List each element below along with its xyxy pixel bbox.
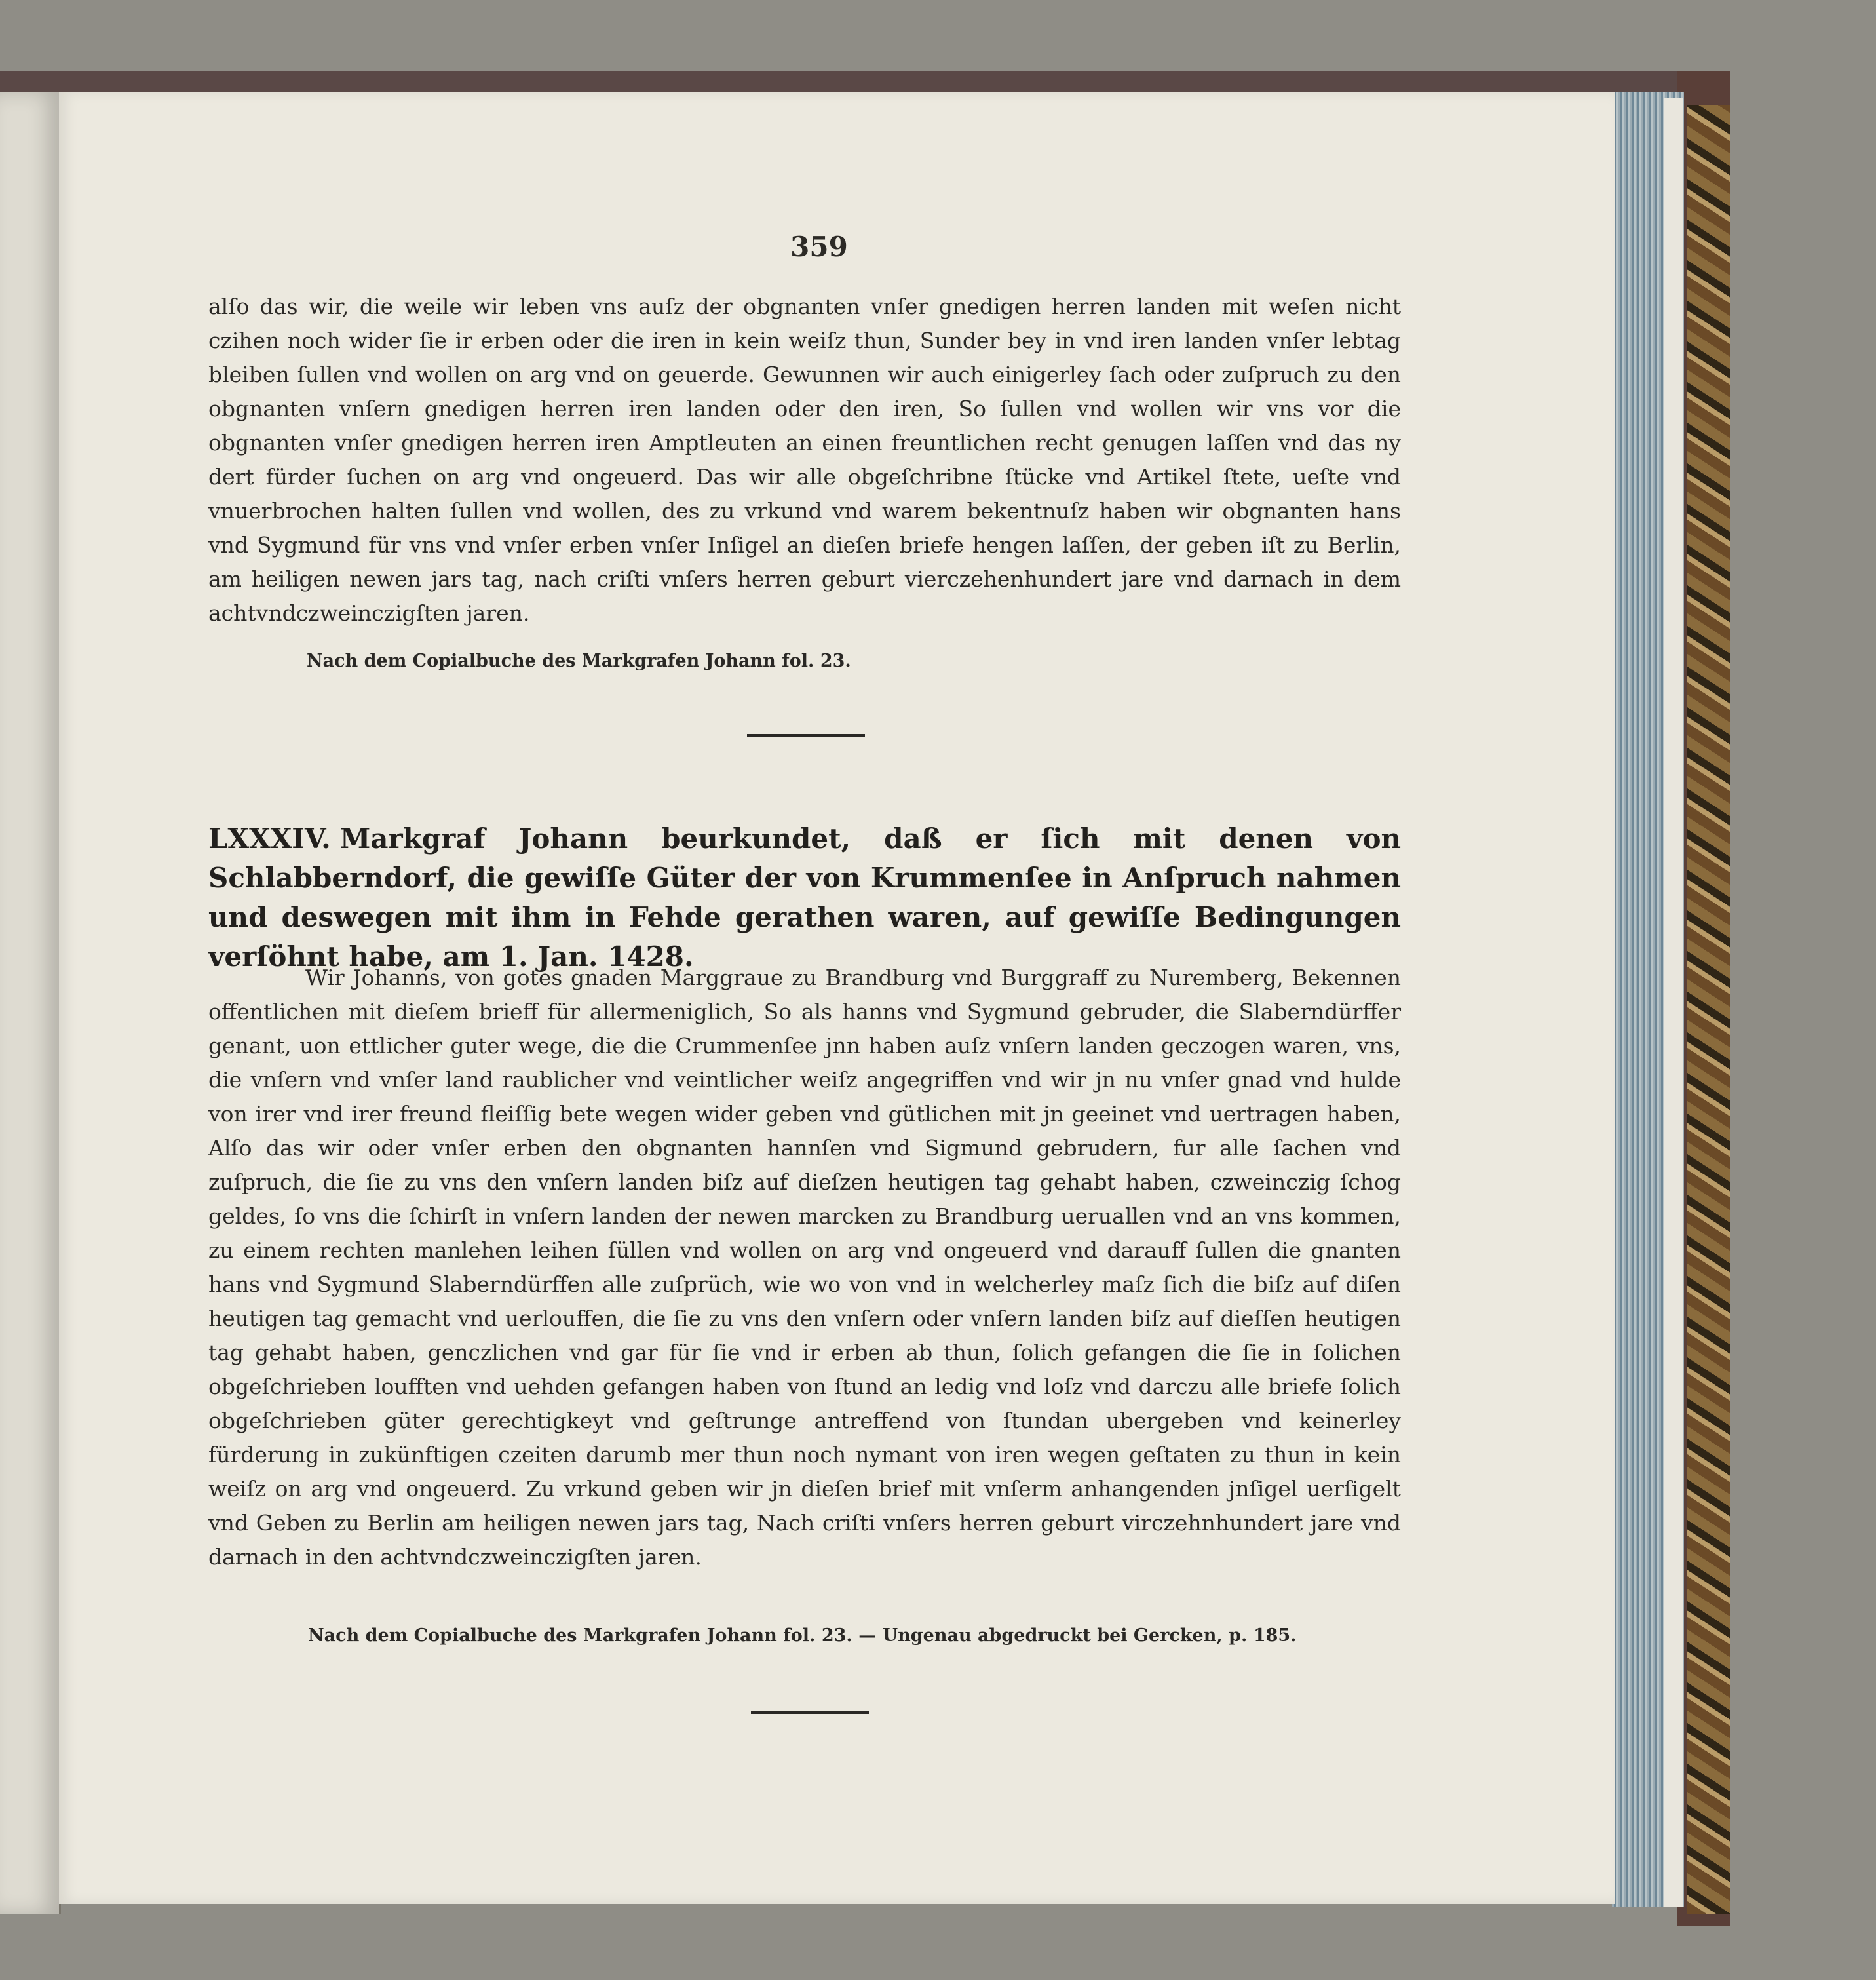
body-paragraph-2: Wir Johanns, von gotes gnaden Marggraue zu Brandburg vnd Burggraff zu Nuremberg, Bekennen offentlichen mit dieſem brieff für allermeniglich, So als hanns vnd Sygmund gebruder, die Slaberndürffer genant, uon ettlicher guter wege, die die Crummenſee jnn haben auſz vnſern landen geczogen waren, vns, die vnſern vnd vnſer land raublicher vnd veintlicher weiſz angegriffen vnd wir jn nu vnſer gnad vnd hulde von irer vnd irer freund fleiſſig bete wegen wider geben vnd gütlichen mit jn geeinet vnd uertragen haben, Alſo das wir oder vnſer erben den obgnanten hannſen vnd Sigmund gebrudern, fur alle ſachen vnd zuſpruch, die ſie zu vns den vnſern landen biſz auf dieſzen heutigen tag gehabt haben, czweinczig ſchog geldes, ſo vns die ſchirſt in vnſern landen der newen marcken zu Brandburg ueruallen vnd an vns kommen, zu einem rechten manlehen leihen ſüllen vnd wollen on arg vnd ongeuerd vnd darauff ſullen die gnanten hans vnd Sygmund Slaberndürffen alle zuſprüch, wie wo von vnd in welcherley maſz ſich die biſz auf diſen heutigen tag gemacht vnd uerlouffen, die ſie zu vns den vnſern oder vnſern landen biſz auf dieſſen heutigen tag gehabt haben, genczlichen vnd gar für ſie vnd ir erben ab thun, ſolich gefangen die ſie in ſolichen obgeſchrieben loufften vnd uehden gefangen haben von ſtund an ledig vnd loſz vnd darczu alle briefe ſolich obgeſchrieben güter gerechtigkeyt vnd geſtrunge antreffend von ſtundan ubergeben vnd keinerley fürderung in zukünftigen czeiten darumb mer thun noch nymant von iren wegen geſtaten zu thun in kein weiſz on arg vnd ongeuerd. Zu vrkund geben wir jn dieſen brief mit vnſerm anhangenden jnſigel uerſigelt vnd Geben zu Berlin am heiligen newen jars tag, Nach criſti vnſers herren geburt virczehnhundert jare vnd darnach in den achtvndczweinczigſten jaren. — [208, 965, 1401, 1570]
page-edge-strip — [1664, 98, 1683, 1907]
left-page-edge — [0, 92, 61, 1914]
page-number: 359 — [790, 231, 848, 263]
document-heading — [208, 819, 1401, 977]
section-divider-2 — [751, 1711, 869, 1714]
source-note-2: Nach dem Copialbuche des Markgrafen Johann fol. 23. — Ungenau abgedruckt bei Gercken, p. 185. — [308, 1625, 1297, 1646]
section-divider-1 — [747, 734, 865, 737]
marbled-cover — [1687, 105, 1730, 1914]
source-note-1: Nach dem Copialbuche des Markgrafen Johann fol. 23. — [307, 651, 851, 671]
heading-number: LXXXIV. — [208, 823, 331, 855]
body-paragraph-1: alſo das wir, die weile wir leben vns auſz der obgnanten vnſer gnedigen herren landen mit weſen nicht czihen noch wider ſie ir erben oder die iren in kein weiſz thun, Sunder bey in vnd iren landen vnſer lebtag bleiben ſullen vnd wollen on arg vnd on geuerde. Gewunnen wir auch einigerley ſach oder zuſpruch zu den obgnanten vnſern gnedigen herren iren landen oder den iren, So ſullen vnd wollen wir vns vor die obgnanten vnſer gnedigen herren iren Amptleuten an einen freuntlichen recht genugen laſſen vnd das ny dert fürder ſuchen on arg vnd ongeuerd. Das wir alle obgeſchribne ſtücke vnd Artikel ſtete, ueſte vnd vnuerbrochen halten ſullen vnd wollen, des zu vrkund vnd warem bekentnuſz haben wir obgnanten hans vnd Sygmund für vns vnd vnſer erben vnſer Inſigel an dieſen briefe hengen laſſen, der geben iſt zu Berlin, am heiligen newen jars tag, nach criſti vnſers herren geburt vierczehenhundert jare vnd darnach in dem achtvndczweinczigſten jaren. — [208, 294, 1401, 626]
heading-text: Markgraf Johann beurkundet, daß er ſich mit denen von Schlabberndorf, die gewiſſe Güter der von Krummenſee in Anſpruch nahmen und deswegen mit ihm in Fehde gerathen waren, auf gewiſſe Bedingungen verſöhnt habe, am 1. Jan. 1428. — [208, 823, 1401, 973]
